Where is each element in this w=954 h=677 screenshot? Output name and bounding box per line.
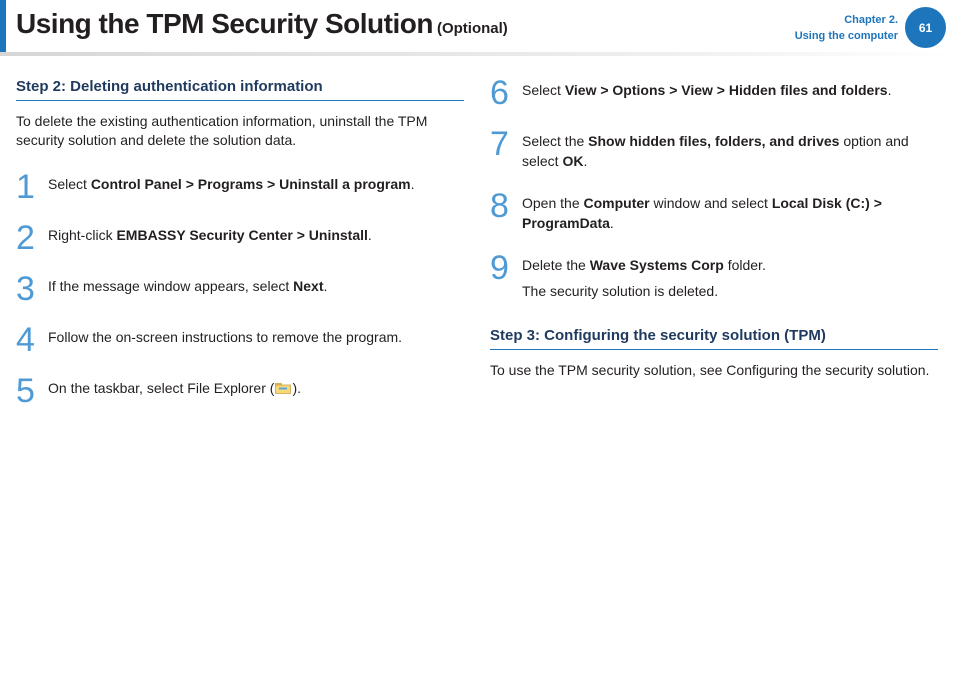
step-6 bbox=[490, 74, 938, 112]
page-number-badge: 61 bbox=[905, 7, 946, 48]
section-heading-step3: Step 3: Configuring the security solution (TPM) bbox=[490, 325, 938, 350]
chapter-subtitle: Using the computer bbox=[794, 30, 898, 42]
step-text: Select bbox=[522, 82, 565, 98]
step-text-end: . bbox=[609, 215, 614, 231]
step-text-end: . bbox=[410, 176, 415, 192]
step-bold-text-2: OK bbox=[562, 153, 584, 169]
step-2 bbox=[16, 219, 464, 257]
step-text: Delete the bbox=[522, 257, 590, 273]
step-number: 1 bbox=[16, 168, 35, 206]
step-text-end: . bbox=[367, 227, 372, 243]
step-text-mid: window and select bbox=[649, 195, 772, 211]
step-number: 7 bbox=[490, 125, 509, 163]
step-4 bbox=[16, 321, 464, 359]
step-8 bbox=[490, 187, 938, 233]
outro-paragraph: To use the TPM security solution, see Configuring the security solution. bbox=[490, 362, 930, 378]
step-text: Follow the on-screen instructions to remove the program. bbox=[48, 329, 403, 345]
step-text-end: folder. bbox=[723, 257, 766, 273]
step-bold-text: Next bbox=[293, 278, 324, 294]
page-title bbox=[16, 8, 508, 40]
step-text: If the message window appears, select bbox=[48, 278, 294, 294]
chapter-label bbox=[795, 12, 898, 44]
page-header bbox=[0, 0, 954, 56]
step-bold-text: Control Panel > Programs > Uninstall a program bbox=[90, 176, 411, 192]
step-number: 2 bbox=[16, 219, 35, 257]
step-1 bbox=[16, 168, 464, 206]
step-number: 5 bbox=[16, 372, 35, 410]
chapter-number: Chapter 2. bbox=[844, 14, 898, 26]
step-3 bbox=[16, 270, 464, 308]
right-column bbox=[490, 74, 938, 380]
step-number: 8 bbox=[490, 187, 509, 225]
step-9 bbox=[490, 249, 938, 301]
step-bold-text: Computer bbox=[583, 195, 650, 211]
page-title-text: Using the TPM Security Solution bbox=[16, 8, 433, 39]
step-bold-text: EMBASSY Security Center > Uninstall bbox=[116, 227, 368, 243]
folder-icon bbox=[275, 382, 291, 394]
step-bold-text: Show hidden files, folders, and drives bbox=[588, 133, 840, 149]
section-heading-step2: Step 2: Deleting authentication information bbox=[16, 76, 464, 101]
header-accent-bar bbox=[0, 0, 6, 52]
step-5 bbox=[16, 372, 464, 410]
step-text: Select bbox=[48, 176, 91, 192]
left-column bbox=[16, 76, 464, 410]
step-text-end: . bbox=[323, 278, 328, 294]
step-number: 9 bbox=[490, 249, 509, 287]
header-divider bbox=[0, 52, 954, 56]
step-number: 6 bbox=[490, 74, 509, 112]
step-text: On the taskbar, select File Explorer ( bbox=[48, 380, 275, 396]
step-text-mid: option and select bbox=[522, 133, 909, 169]
step-bold-text: Wave Systems Corp bbox=[589, 257, 724, 273]
step-text-end: . bbox=[887, 82, 892, 98]
step-text-end: . bbox=[583, 153, 588, 169]
step-text: Open the bbox=[522, 195, 584, 211]
step-text-end: ). bbox=[292, 380, 301, 396]
step-number: 3 bbox=[16, 270, 35, 308]
step-text: Select the bbox=[522, 133, 589, 149]
step-text: Right-click bbox=[48, 227, 117, 243]
page-title-suffix: (Optional) bbox=[436, 20, 508, 37]
step-bold-text: View > Options > View > Hidden files and folders bbox=[564, 82, 888, 98]
step-7 bbox=[490, 125, 938, 171]
step-result: The security solution is deleted. bbox=[522, 283, 719, 299]
intro-paragraph: To delete the existing authentication information, uninstall the TPM security solution and delete the solution data. bbox=[16, 113, 428, 148]
step-bold-text-2: Local Disk (C:) > ProgramData bbox=[522, 195, 882, 231]
step-number: 4 bbox=[16, 321, 35, 359]
